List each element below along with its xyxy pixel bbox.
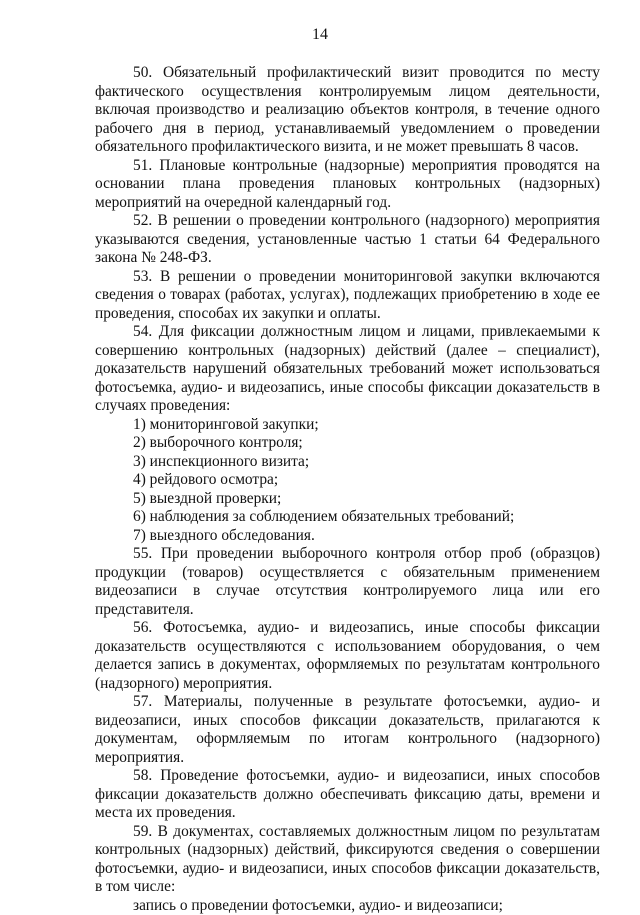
paragraph-50: 50. Обязательный профилактический визит проводится по месту фактического осуществления контролируемым лицом деятельности, включая производство и реализацию объектов контроля, в течение одного рабочего дня в период, устанавливаемый уведомлением о проведении обязательного профилактического визита, и не может превышать 8 часов. (95, 64, 600, 157)
paragraph-52: 52. В решении о проведении контрольного (надзорного) мероприятия указываются сведения, установленные частью 1 статьи 64 Федерального закона № 248-ФЗ. (95, 212, 600, 268)
list-item: 6) наблюдения за соблюдением обязательных требований; (95, 508, 600, 527)
paragraph-53: 53. В решении о проведении мониторинговой закупки включаются сведения о товарах (работах, услугах), подлежащих приобретению в ходе ее проведения, способах их закупки и оплаты. (95, 268, 600, 324)
page-number: 14 (0, 26, 640, 44)
document-body (95, 64, 600, 915)
list-item: 7) выездного обследования. (95, 527, 600, 546)
list-item: 1) мониторинговой закупки; (95, 416, 600, 435)
list-item: 5) выездной проверки; (95, 490, 600, 509)
paragraph-58: 58. Проведение фотосъемки, аудио- и видеозаписи, иных способов фиксации доказательств должно обеспечивать фиксацию даты, времени и места их проведения. (95, 767, 600, 823)
paragraph-51: 51. Плановые контрольные (надзорные) мероприятия проводятся на основании плана проведения плановых контрольных (надзорных) мероприятий на очередной календарный год. (95, 157, 600, 213)
list-item: 4) рейдового осмотра; (95, 471, 600, 490)
paragraph-55: 55. При проведении выборочного контроля отбор проб (образцов) продукции (товаров) осуществляется с обязательным применением видеозаписи в случае отсутствия контролируемого лица или его представителя. (95, 545, 600, 619)
paragraph-59: 59. В документах, составляемых должностным лицом по результатам контрольных (надзорных) действий, фиксируются сведения о совершении фотосъемки, аудио- и видеозаписи, иных способов фиксации доказательств, в том числе: (95, 823, 600, 897)
paragraph-54: 54. Для фиксации должностным лицом и лицами, привлекаемыми к совершению контрольных (надзорных) действий (далее – специалист), доказательств нарушений обязательных требований может использоваться фотосъемка, аудио- и видеозапись, иные способы фиксации доказательств в случаях проведения: (95, 323, 600, 416)
list-item: 3) инспекционного визита; (95, 453, 600, 472)
list-item: 2) выборочного контроля; (95, 434, 600, 453)
paragraph-59-item: запись о проведении фотосъемки, аудио- и видеозаписи; (95, 897, 600, 915)
paragraph-56: 56. Фотосъемка, аудио- и видеозапись, иные способы фиксации доказательств осуществляются с использованием оборудования, о чем делается запись в документах, оформляемых по результатам контрольного (надзорного) мероприятия. (95, 619, 600, 693)
paragraph-57: 57. Материалы, полученные в результате фотосъемки, аудио- и видеозаписи, иных способов фиксации доказательств, прилагаются к документам, оформляемым по итогам контрольного (надзорного) мероприятия. (95, 693, 600, 767)
